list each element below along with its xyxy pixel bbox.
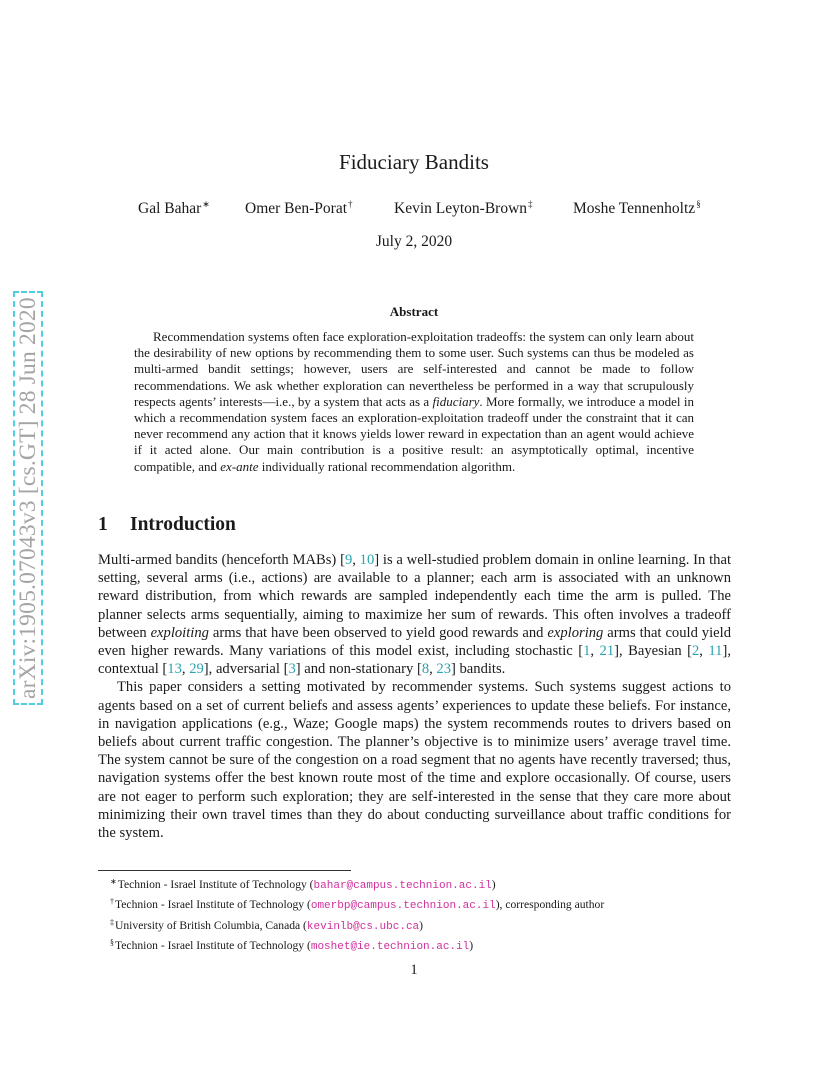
footnote-text: ) <box>419 918 424 932</box>
intro-paragraph-2: This paper considers a setting motivated by recommender systems. Such systems suggest actions to agents based on a set of current beliefs and assess agents’ experiences to update these beliefs. For instance, in navigation applications (e.g., Waze; Google maps) the system recommends routes to drivers based on beliefs about current traffic congestion. The planner’s objective is to minimize users’ average travel time. The system cannot be sure of the congestion on a road segment that no agents have recently traversed; thus, navigation systems offer the best known route most of the time and explore occasionally. Of course, users are not eager to perform such exploration; they are self-interested in the sense that they care more about minimizing their own travel times than they do about conducting surveillance about traffic conditions for the system. <box>98 679 731 842</box>
footnote-mark: ‡ <box>110 917 114 927</box>
text: , <box>699 643 709 660</box>
footnote-item <box>110 874 604 894</box>
footnote-text: ) <box>491 878 496 891</box>
citation-link[interactable]: 2 <box>691 643 700 660</box>
author-mark: § <box>696 199 701 209</box>
footnote-text: ), corresponding author <box>495 898 605 912</box>
abstract-body <box>134 329 694 475</box>
citation-link[interactable]: 1 <box>583 643 591 660</box>
author-list <box>0 199 828 221</box>
page-number: 1 <box>410 962 418 978</box>
author-bahar <box>138 199 210 218</box>
footnote-item <box>110 915 604 935</box>
footnote-divider <box>98 870 351 871</box>
intro-paragraph-1 <box>98 551 731 678</box>
text: arms that could yield even higher rewards. Many variations of this model exist, including stochastic [ <box>98 624 731 660</box>
citation-link[interactable]: 13 <box>167 661 182 678</box>
email-link[interactable]: omerbp@campus.technion.ac.il <box>310 900 496 913</box>
footnote-text: University of British Columbia, Canada ( <box>115 918 307 932</box>
text: ] is a well-studied problem domain in online learning. In that setting, several arms (i.e., actions) are available to a planner; each arm is associated with an unknown reward distribution, from which rewards are sampled independently each time the arm is pulled. The planner selects arms sequentially, aiming to maximize her sum of rewards. This often involves a tradeoff between <box>98 552 731 641</box>
email-link[interactable]: moshet@ie.technion.ac.il <box>310 940 470 953</box>
section-heading <box>98 514 236 536</box>
text: ], contextual [ <box>98 643 731 678</box>
emphasis: exploiting <box>150 624 209 641</box>
citation-link[interactable]: 9 <box>344 552 353 568</box>
author-name: Kevin Leyton-Brown <box>394 200 528 217</box>
footnote-text: Technion - Israel Institute of Technology ( <box>115 898 311 912</box>
citation-link[interactable]: 8 <box>421 661 430 678</box>
text: arms that have been observed to yield good rewards and <box>208 624 548 641</box>
footnote-item <box>110 935 604 955</box>
author-mark: ∗ <box>202 199 210 209</box>
author-tennenholtz <box>573 199 701 218</box>
abstract-emphasis: ex-ante <box>220 458 259 474</box>
text: , <box>181 661 190 678</box>
text: ], adversarial [ <box>203 661 289 678</box>
citation-link[interactable]: 11 <box>708 643 723 660</box>
footnote-text: ) <box>469 938 474 952</box>
abstract-text: Recommendation systems often face exploration-exploitation tradeoffs: the system can only learn about the desirability of new options by recommending them to some user. Such systems can thus be modeled as multi-armed bandit settings; however, users are self-interested and cannot be made to follow recommendations. We ask whether exploration can nevertheless be performed in a way that scrupulously respects agents’ interests—i.e., by a system that acts as a <box>134 329 694 409</box>
author-name: Gal Bahar <box>138 200 202 217</box>
email-link[interactable]: bahar@campus.technion.ac.il <box>313 880 492 892</box>
footnote-mark: § <box>110 937 114 947</box>
abstract-text: . More formally, we introduce a model in which a recommendation system faces an exploration-exploitation tradeoff under the constraint that it can never recommend any action that it knows yields lower reward in expectation than an agent would achieve if it acted alone. Our main contribution is a positive result: an asymptotically optimal, incentive compatible, and <box>134 393 694 474</box>
body-text <box>98 551 731 842</box>
text: , <box>352 552 360 568</box>
section-title: Introduction <box>130 514 236 535</box>
citation-link[interactable]: 23 <box>436 661 451 678</box>
author-ben-porat <box>245 199 353 218</box>
author-name: Omer Ben-Porat <box>245 200 348 217</box>
footnote-text: Technion - Israel Institute of Technology ( <box>117 878 314 891</box>
citation-link[interactable]: 3 <box>288 661 296 678</box>
author-leyton-brown <box>394 199 533 218</box>
paper-date: July 2, 2020 <box>375 233 453 250</box>
abstract-paragraph <box>134 329 694 475</box>
section-number: 1 <box>98 514 108 535</box>
text: , <box>429 661 437 678</box>
author-name: Moshe Tennenholtz <box>573 200 696 217</box>
abstract-emphasis: fiduciary <box>432 393 480 409</box>
author-mark: ‡ <box>528 199 533 209</box>
footnote-item <box>110 894 604 914</box>
arxiv-stamp[interactable]: arXiv:1905.07043v3 [cs.GT] 28 Jun 2020 <box>13 291 43 705</box>
text: , <box>590 643 600 660</box>
paper-title: Fiduciary Bandits <box>339 150 489 174</box>
text: Multi-armed bandits (henceforth MABs) [ <box>98 552 345 568</box>
abstract-text: individually rational recommendation algorithm. <box>258 458 516 474</box>
email-link[interactable]: kevinlb@cs.ubc.ca <box>306 920 420 933</box>
citation-link[interactable]: 29 <box>189 661 204 678</box>
abstract-heading: Abstract <box>389 304 439 319</box>
footnotes <box>110 874 604 955</box>
emphasis: exploring <box>547 624 604 641</box>
footnote-mark: ∗ <box>110 877 117 886</box>
author-mark: † <box>348 199 353 209</box>
text: ] bandits. <box>451 661 506 678</box>
footnote-mark: † <box>110 897 114 907</box>
text: ], Bayesian [ <box>614 643 692 660</box>
citation-link[interactable]: 21 <box>599 643 615 660</box>
citation-link[interactable]: 10 <box>359 552 375 568</box>
footnote-text: Technion - Israel Institute of Technology ( <box>115 938 311 952</box>
text: ] and non-stationary [ <box>295 661 422 678</box>
